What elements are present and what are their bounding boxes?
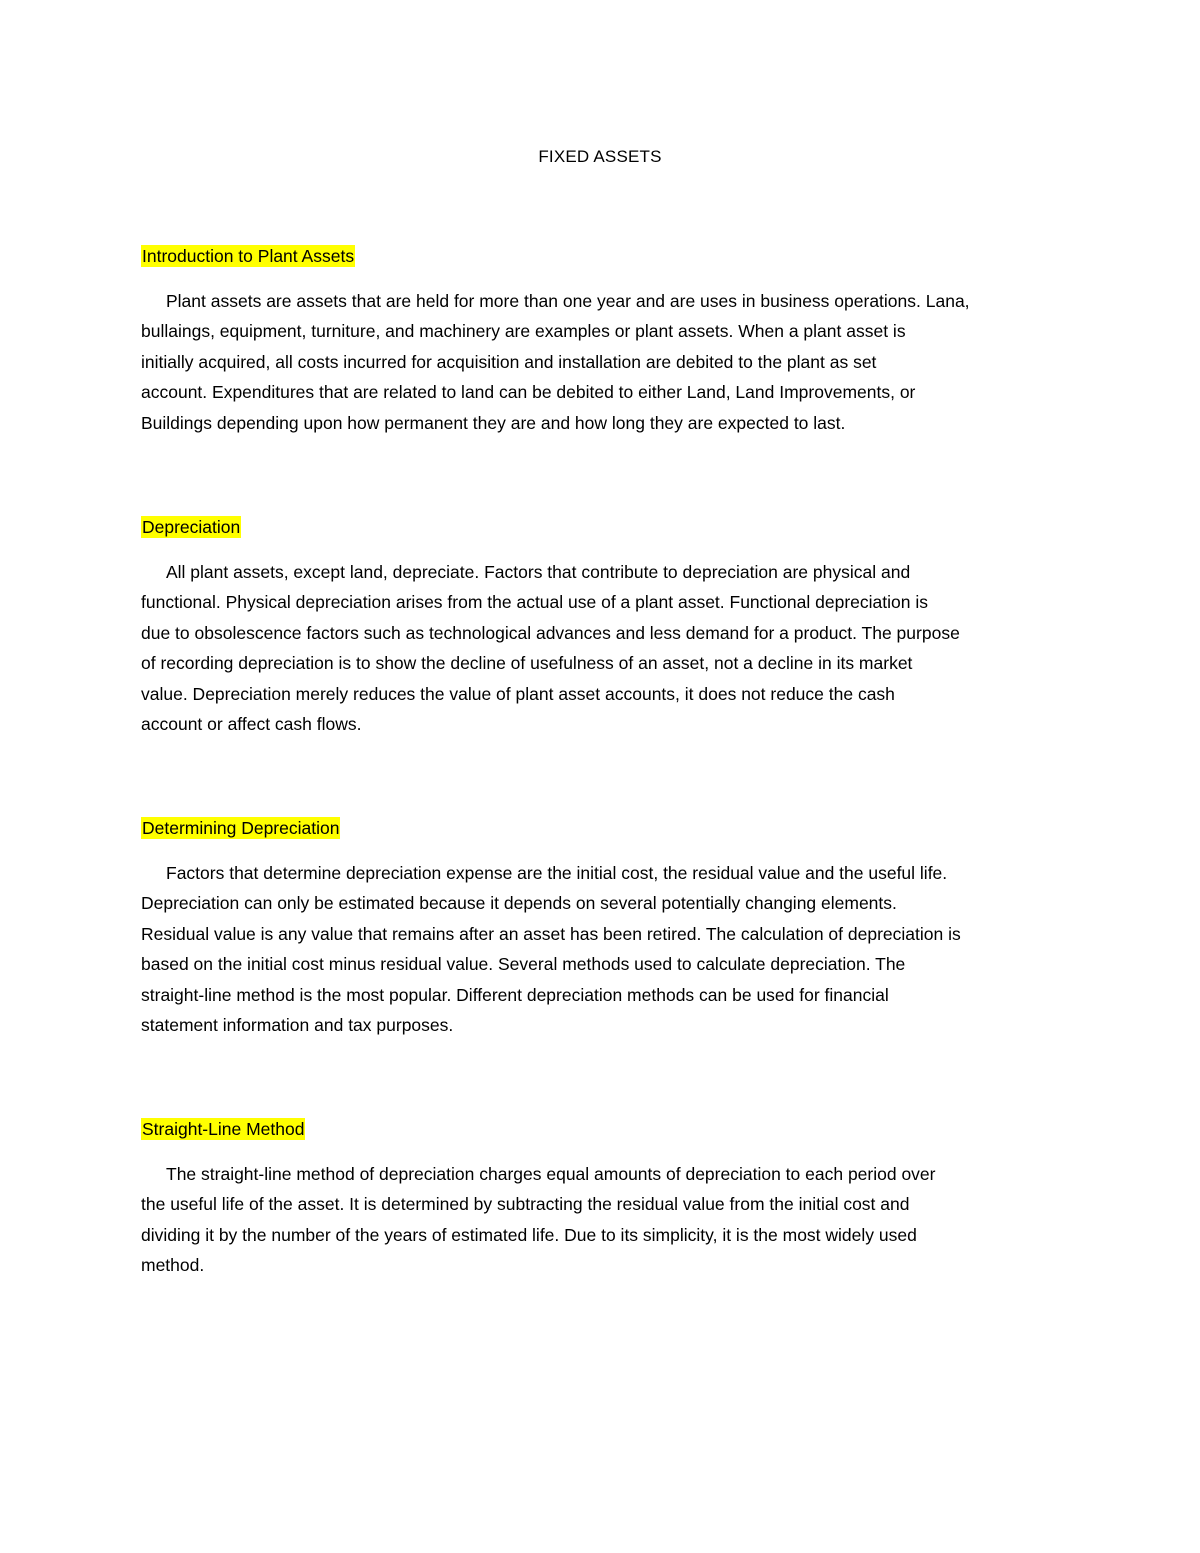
paragraph-line: Depreciation can only be estimated because it depends on several potentially changing elements.	[141, 893, 897, 914]
section-paragraph	[141, 286, 1066, 438]
paragraph-line: initially acquired, all costs incurred for acquisition and installation are debited to the plant as set	[141, 351, 877, 372]
section-heading: Depreciation	[142, 517, 241, 537]
paragraph-line: value. Depreciation merely reduces the value of plant asset accounts, it does not reduce the cash	[141, 683, 895, 704]
paragraph-line: account. Expenditures that are related to land can be debited to either Land, Land Improvements, or	[141, 382, 916, 403]
paragraph-line: Plant assets are assets that are held for more than one year and are uses in business operations. Lana,	[166, 291, 970, 311]
section-heading: Determining Depreciation	[142, 818, 340, 838]
paragraph-line: Residual value is any value that remains after an asset has been retired. The calculation of depreciation is	[141, 923, 961, 944]
section-straight-line-method	[141, 1118, 1066, 1281]
paragraph-line: Factors that determine depreciation expense are the initial cost, the residual value and the useful life.	[166, 863, 948, 883]
section-paragraph	[141, 858, 1066, 1040]
paragraph-line: due to obsolescence factors such as technological advances and less demand for a product. The purpose	[141, 622, 960, 643]
section-introduction-to-plant-assets	[141, 245, 1066, 438]
paragraph-line: Buildings depending upon how permanent they are and how long they are expected to last.	[141, 412, 846, 433]
paragraph-line: method.	[141, 1255, 205, 1276]
section-depreciation	[141, 516, 1066, 739]
paragraph-line: The straight-line method of depreciation charges equal amounts of depreciation to each period over	[166, 1164, 936, 1184]
document-title: FIXED ASSETS	[538, 147, 662, 166]
paragraph-line: account or affect cash flows.	[141, 714, 362, 735]
paragraph-line: functional. Physical depreciation arises from the actual use of a plant asset. Functional depreciation is	[141, 592, 928, 613]
paragraph-line: of recording depreciation is to show the decline of usefulness of an asset, not a decline in its market	[141, 653, 913, 674]
paragraph-line: All plant assets, except land, depreciate. Factors that contribute to depreciation are physical and	[166, 562, 911, 582]
section-paragraph	[141, 1159, 1066, 1281]
paragraph-line: based on the initial cost minus residual value. Several methods used to calculate depreciation. The	[141, 954, 906, 975]
paragraph-line: straight-line method is the most popular. Different depreciation methods can be used for financial	[141, 984, 889, 1005]
paragraph-line: dividing it by the number of the years of estimated life. Due to its simplicity, it is the most widely used	[141, 1224, 917, 1245]
section-paragraph	[141, 557, 1066, 739]
paragraph-line: the useful life of the asset. It is determined by subtracting the residual value from the initial cost and	[141, 1194, 910, 1215]
paragraph-line: statement information and tax purposes.	[141, 1015, 454, 1036]
section-heading: Straight-Line Method	[142, 1119, 305, 1139]
section-determining-depreciation	[141, 817, 1066, 1040]
paragraph-line: bullaings, equipment, turniture, and machinery are examples or plant assets. When a plant asset is	[141, 321, 906, 342]
section-heading: Introduction to Plant Assets	[142, 246, 355, 266]
